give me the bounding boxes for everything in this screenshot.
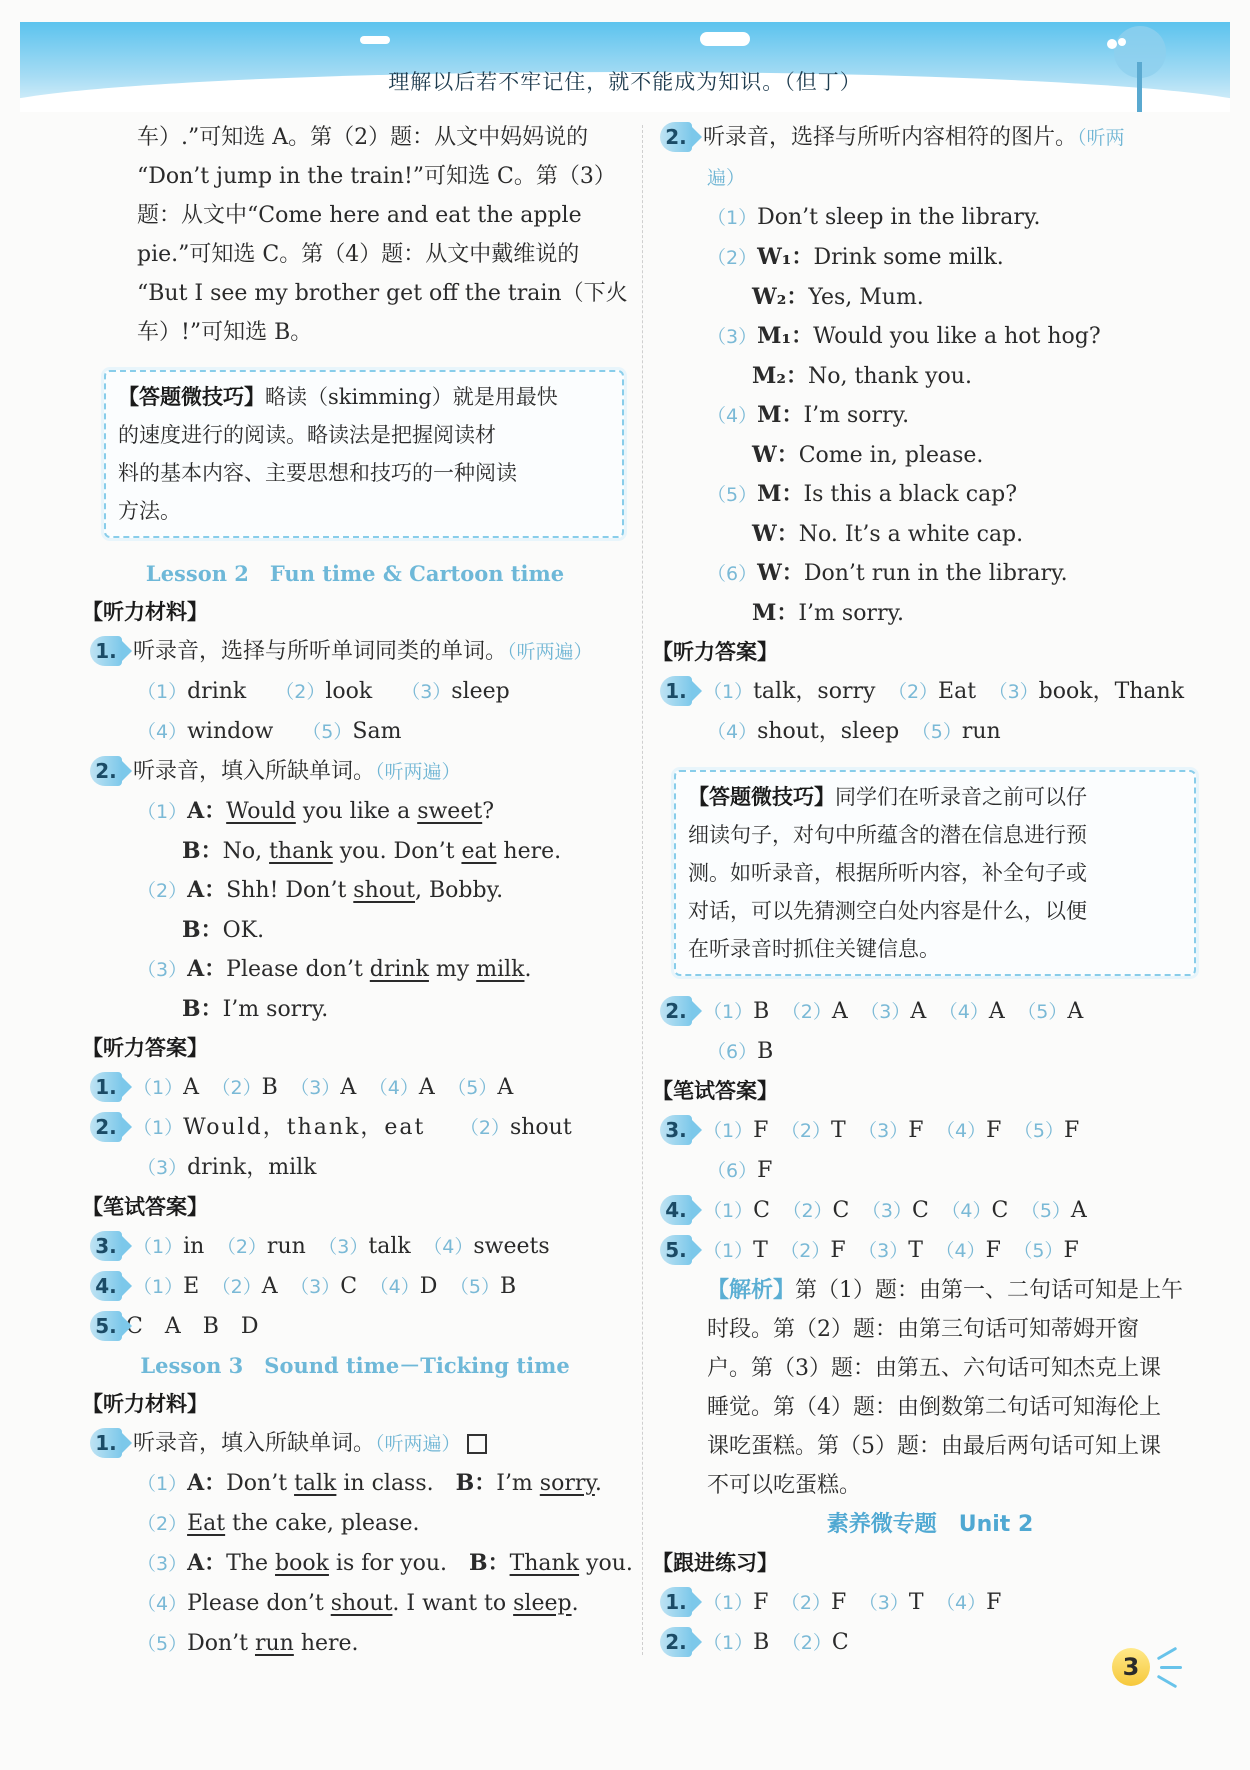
tip-text: 方法。 [118, 499, 181, 523]
answer-row: 5. C A B D [90, 1307, 620, 1346]
answer-row: 4. （1）C （2）C （3）C （4）C （5）A [660, 1191, 1200, 1231]
dialog-line: W：Come in, please. [752, 442, 984, 468]
dialog-line: （5）Don’t run here. [137, 1631, 359, 1656]
tip-box [104, 370, 624, 538]
answer-row: （3）drink，milk [137, 1155, 317, 1180]
question-number: 1. [660, 1587, 692, 1617]
right-column [652, 118, 1200, 1663]
question-title: 听录音，选择与所听内容相符的图片。 [703, 125, 1078, 150]
lesson-title: Lesson 2 Fun time & Cartoon time [145, 561, 565, 586]
header-motto: 理解以后若不牢记住，就不能成为知识。（但丁） [388, 70, 862, 94]
tip-box [674, 770, 1196, 976]
dialog-line: （4）M：I’m sorry. [707, 402, 910, 428]
answer-row: 1. （1）talk，sorry （2）Eat （3）book，Thank [660, 672, 1200, 712]
question-number: 2. [660, 996, 692, 1026]
hint-text: 遍） [707, 167, 746, 189]
dialog-line: （3）A：Please don’t drink my milk. [137, 956, 532, 982]
section-heading: 【笔试答案】 [82, 1195, 208, 1219]
tip-label: 【答题微技巧】 [688, 785, 835, 809]
text-line: 题：从文中“Come here and eat the apple [137, 203, 582, 228]
section-heading: 【听力材料】 [82, 600, 208, 624]
answer-row: （1）drink （2）look （3）sleep [137, 679, 510, 704]
hint-text: （听两遍） [507, 641, 593, 663]
dialog-line: （6）W：Don’t run in the library. [707, 560, 1068, 586]
checkbox-icon [467, 1434, 487, 1454]
analysis-line: 睡觉。第（4）题：由倒数第二句话可知海伦上 [707, 1395, 1161, 1420]
dialog-line: B：No, thank you. Don’t eat here. [182, 838, 562, 864]
text-line: “But I see my brother get off the train（下火 [137, 281, 628, 306]
question-number: 1. [90, 1072, 122, 1102]
question-number: 5. [660, 1235, 692, 1265]
section-heading: 【听力答案】 [652, 640, 778, 664]
analysis-line: 不可以吃蛋糕。 [707, 1473, 862, 1498]
answer-row: 2. （1）B （2）C [660, 1623, 1200, 1663]
answer-row: 4. （1）E （2）A （3）C （4）D （5）B [90, 1267, 620, 1307]
answer-row: （4）window （5）Sam [137, 719, 402, 744]
question-number: 2. [90, 1112, 122, 1142]
answer-row: 5. （1）T （2）F （3）T （4）F （5）F [660, 1231, 1200, 1271]
question-number: 2. [660, 1627, 692, 1657]
question-number: 4. [90, 1271, 122, 1301]
section-heading: 【听力答案】 [82, 1036, 208, 1060]
question-number: 2. [660, 122, 692, 152]
text-line: “Don’t jump in the train!”可知选 C。第（3） [137, 164, 616, 189]
dialog-line: M：I’m sorry. [752, 600, 904, 626]
analysis-line: 时段。第（2）题：由第三句话可知蒂姆开窗 [707, 1317, 1139, 1342]
dialog-line: M₂：No, thank you. [752, 363, 972, 389]
dialog-line: （2）A：Shh! Don’t shout, Bobby. [137, 877, 504, 903]
text-line: pie.”可知选 C。第（4）题：从文中戴维说的 [137, 242, 580, 267]
answer-row: 3. （1）F （2）T （3）F （4）F （5）F [660, 1111, 1200, 1151]
cloud-icon [360, 36, 390, 44]
dialog-line: （4）Please don’t shout. I want to sleep. [137, 1591, 579, 1616]
dialog-line: （3）M₁：Would you like a hot hog? [707, 323, 1101, 349]
left-column [82, 118, 633, 1664]
topic-title: 素养微专题 Unit 2 [826, 1512, 1034, 1537]
analysis-line: 课吃蛋糕。第（5）题：由最后两句话可知上课 [707, 1434, 1161, 1459]
analysis-line: 户。第（3）题：由第五、六句话可知杰克上课 [707, 1356, 1161, 1381]
question-number: 2. [90, 756, 122, 786]
answer-row: 2. （1）B （2）A （3）A （4）A （5）A [660, 992, 1200, 1032]
hint-text: （听两遍） [375, 1433, 461, 1455]
dialog-line: （2）Eat the cake, please. [137, 1511, 420, 1536]
page-number: 3 [1112, 1648, 1150, 1686]
answer-row: 1. （1）F （2）F （3）T （4）F [660, 1583, 1200, 1623]
dialog-line: （1）A：Would you like a sweet? [137, 798, 494, 824]
tip-text: 的速度进行的阅读。略读法是把握阅读材 [118, 423, 496, 447]
question-number: 1. [660, 676, 692, 706]
answer-row: 3. （1）in （2）run （3）talk （4）sweets [90, 1227, 620, 1267]
page-number-ray [1160, 1666, 1182, 1669]
answer-row: （4）shout，sleep （5）run [707, 719, 1001, 744]
answer-row: （6）F [707, 1158, 773, 1183]
answer-row: 1. （1）A （2）B （3）A （4）A （5）A [90, 1068, 620, 1108]
text-line: 车）.”可知选 A。第（2）题：从文中妈妈说的 [137, 125, 589, 150]
tip-text: 在听录音时抓住关键信息。 [688, 937, 940, 961]
tip-text: 测。如听录音，根据所听内容，补全句子或 [688, 861, 1087, 885]
analysis-line: 【解析】第（1）题：由第一、二句话可知是上午 [707, 1278, 1184, 1303]
dialog-line: B：OK. [182, 917, 265, 943]
dialog-line: （5）M：Is this a black cap? [707, 481, 1018, 507]
tip-text: 略读（skimming）就是用最快 [265, 385, 558, 409]
section-heading: 【听力材料】 [82, 1392, 208, 1416]
dialog-line: W₂：Yes, Mum. [752, 284, 924, 310]
header-banner [20, 22, 1230, 112]
question-title: 听录音，填入所缺单词。 [133, 1431, 376, 1456]
section-heading: 【笔试答案】 [652, 1079, 778, 1103]
question-title: 听录音，填入所缺单词。 [133, 759, 376, 784]
question-number: 4. [660, 1195, 692, 1225]
dialog-line: W：No. It’s a white cap. [752, 521, 1024, 547]
cloud-icon [700, 32, 750, 46]
tip-text: 对话，可以先猜测空白处内容是什么，以便 [688, 899, 1087, 923]
hint-text: （听两遍） [375, 761, 461, 783]
lesson-title: Lesson 3 Sound time－Ticking time [140, 1353, 570, 1378]
tip-label: 【答题微技巧】 [118, 385, 265, 409]
question-title: 听录音，选择与所听单词同类的单词。 [133, 639, 508, 664]
section-heading: 【跟进练习】 [652, 1551, 778, 1575]
dialog-line: （2）W₁：Drink some milk. [707, 244, 1004, 270]
question-number: 1. [90, 1428, 122, 1458]
question-number: 3. [660, 1115, 692, 1145]
column-divider [642, 125, 643, 1655]
question-number: 3. [90, 1231, 122, 1261]
text-line: 车）!”可知选 B。 [137, 320, 313, 345]
answer-row: 2. （1）Would，thank，eat （2）shout [90, 1108, 620, 1148]
tip-text: 料的基本内容、主要思想和技巧的一种阅读 [118, 461, 517, 485]
dialog-line: B：I’m sorry. [182, 996, 329, 1022]
tip-text: 同学们在听录音之前可以仔 [835, 785, 1087, 809]
dialog-line: （1）Don’t sleep in the library. [707, 205, 1041, 230]
question-number: 1. [90, 636, 122, 666]
dialog-list [660, 198, 1200, 633]
dialog-line: （3）A：The book is for you. B：Thank you. [137, 1550, 633, 1576]
dialog-line: （1）A：Don’t talk in class. B：I’m sorry. [137, 1470, 602, 1496]
tip-text: 细读句子，对句中所蕴含的潜在信息进行预 [688, 823, 1087, 847]
answer-row: （6）B [707, 1039, 774, 1064]
hint-text: （听两 [1077, 127, 1125, 149]
page-number-ray [1157, 1675, 1178, 1689]
question-number: 5. [90, 1311, 122, 1341]
